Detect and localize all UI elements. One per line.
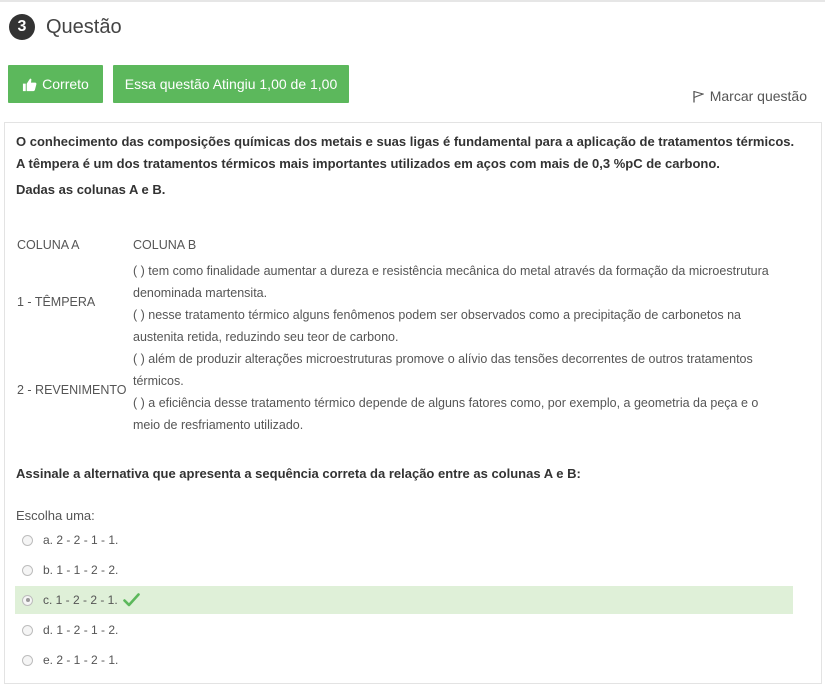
question-number-badge: 3 — [9, 14, 35, 40]
grade-label: Essa questão Atingiu 1,00 de 1,00 — [124, 76, 338, 92]
choose-prompt: Escolha uma: — [16, 508, 95, 523]
question-given: Dadas as colunas A e B. — [16, 182, 166, 197]
question-content — [4, 122, 822, 684]
question-instruction: Assinale a alternativa que apresenta a sequência correta da relação entre as colunas A e B: — [16, 466, 581, 481]
top-divider — [0, 0, 825, 2]
status-correct-badge — [8, 65, 103, 103]
column-b-item: ( ) nesse tratamento térmico alguns fenômenos podem ser observados como a precipitação de carbonetos na austenita retida, reduzindo seu teor de carbono. — [133, 308, 741, 344]
column-a-item: 1 - TÊMPERA — [17, 295, 96, 309]
radio-button[interactable] — [22, 565, 33, 576]
option-label: a. 2 - 2 - 1 - 1. — [43, 533, 119, 547]
checkmark-icon — [123, 593, 140, 607]
option-label: d. 1 - 2 - 1 - 2. — [43, 623, 119, 637]
question-header — [9, 14, 122, 40]
status-label: Correto — [42, 76, 89, 92]
answer-option-b[interactable] — [15, 556, 793, 584]
thumbs-up-icon — [22, 77, 37, 92]
radio-dot — [26, 598, 30, 602]
answer-option-d[interactable] — [15, 616, 793, 644]
column-b-item: ( ) a eficiência desse tratamento térmico depende de alguns fatores como, por exemplo, a geometria da peça e o meio de resfriamento utilizado. — [133, 396, 759, 432]
column-a-header: COLUNA A — [17, 238, 80, 252]
answer-option-c[interactable] — [15, 586, 793, 614]
option-label: c. 1 - 2 - 2 - 1. — [43, 593, 118, 607]
column-b-item: ( ) tem como finalidade aumentar a dureza e resistência mecânica do metal através da formação da microestrutura denominada martensita. — [133, 264, 769, 300]
radio-button[interactable] — [22, 655, 33, 666]
flag-question-link[interactable] — [693, 88, 807, 104]
answer-option-a[interactable] — [15, 526, 793, 554]
flag-icon — [693, 90, 704, 103]
column-b-item: ( ) além de produzir alterações microestruturas promove o alívio das tensões decorrentes de outros tratamentos térmicos. — [133, 352, 753, 388]
column-a-item: 2 - REVENIMENTO — [17, 383, 127, 397]
question-title: Questão — [46, 15, 122, 38]
answer-option-e[interactable] — [15, 646, 793, 674]
radio-button[interactable] — [22, 625, 33, 636]
radio-button[interactable] — [22, 535, 33, 546]
flag-label: Marcar questão — [709, 88, 807, 104]
question-intro: O conhecimento das composições químicas dos metais e suas ligas é fundamental para a aplicação de tratamentos térmicos. A têmpera é um dos tratamentos térmicos mais importantes utilizados em aços com mais de 0,3 %pC de carbono. — [16, 134, 795, 171]
grade-badge — [113, 65, 349, 103]
option-label: b. 1 - 1 - 2 - 2. — [43, 563, 119, 577]
option-label: e. 2 - 1 - 2 - 1. — [43, 653, 119, 667]
radio-button-selected[interactable] — [22, 595, 33, 606]
column-b-header: COLUNA B — [133, 238, 197, 252]
